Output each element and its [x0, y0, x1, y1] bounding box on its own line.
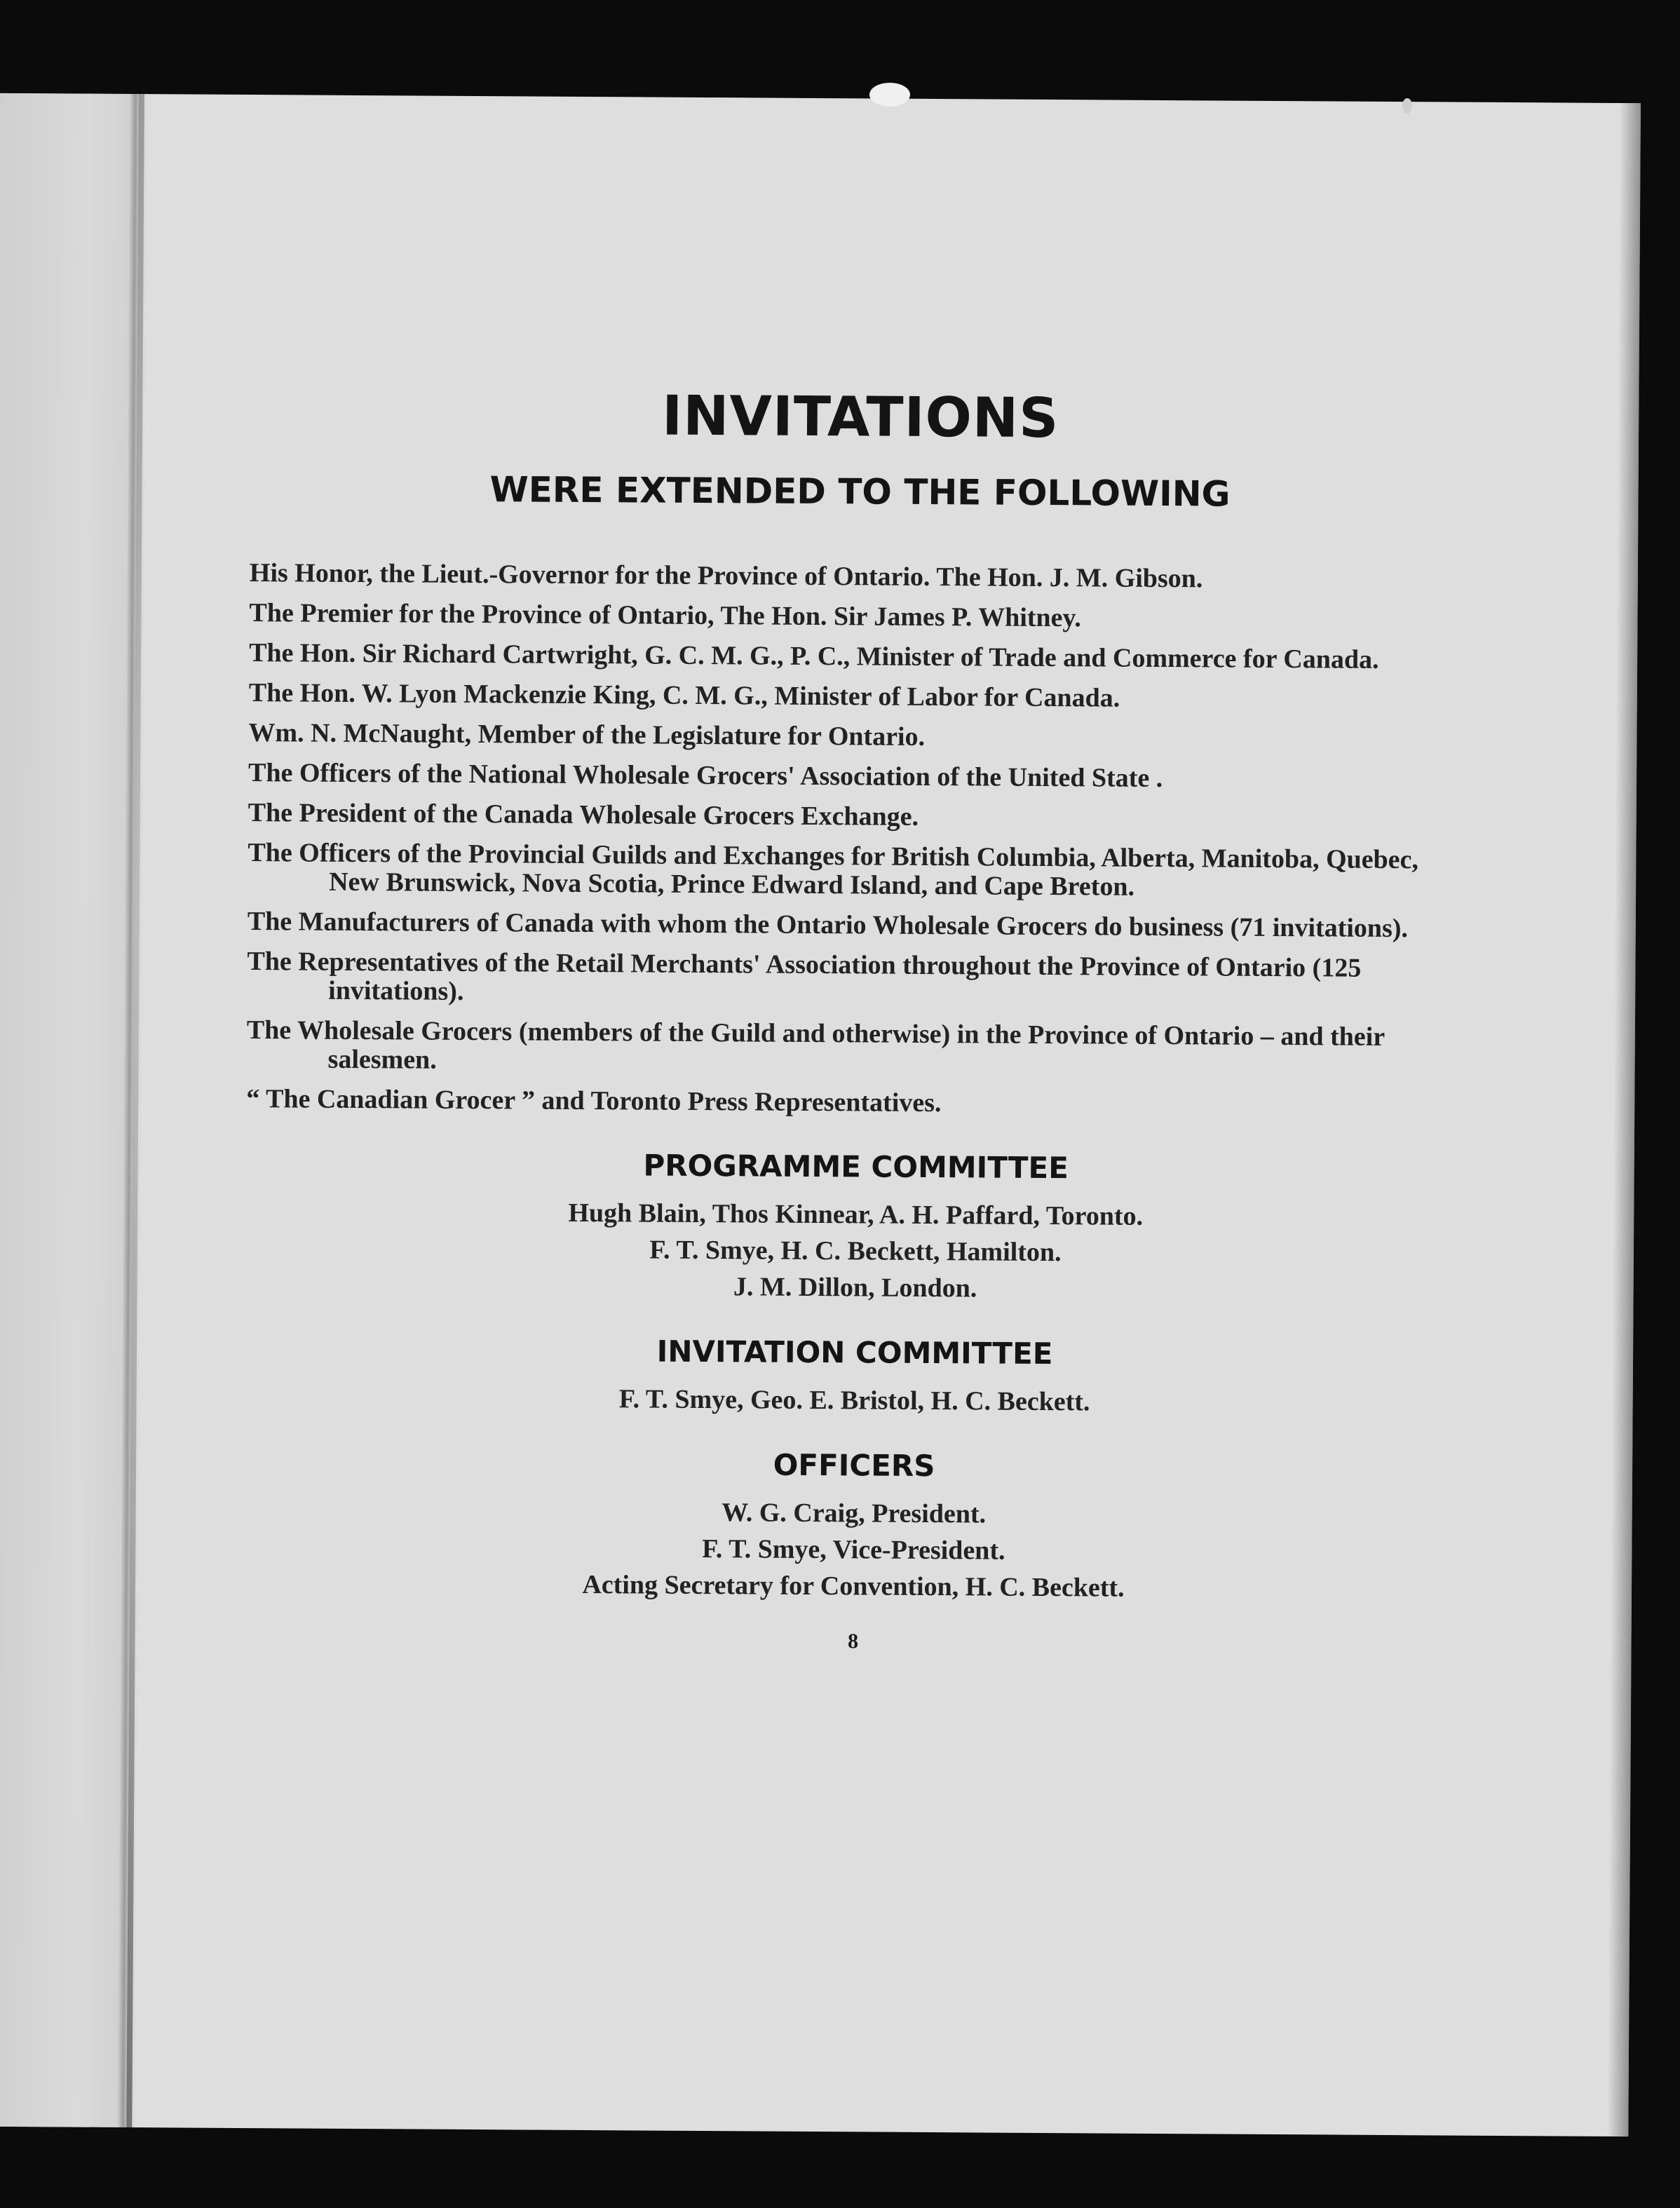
page-number: 8 — [847, 1630, 859, 1653]
invitation-entry: The President of the Canada Wholesale Grocers Exchange. — [248, 798, 919, 832]
programme-committee-heading: PROGRAMME COMMITTEE — [643, 1148, 1069, 1186]
invitation-list — [246, 559, 1470, 1121]
invitation-entry: The Hon. W. Lyon Mackenzie King, C. M. G., Minister of Labor for Canada. — [248, 678, 1120, 713]
invitation-entry: The Wholesale Grocers (members of the Guild and otherwise) in the Province of Ontario – and their salesmen. — [246, 1015, 1385, 1076]
officer-line: W. G. Craig, President. — [722, 1498, 987, 1529]
officers-heading: OFFICERS — [773, 1448, 935, 1484]
programme-committee-line: F. T. Smye, H. C. Beckett, Hamilton. — [649, 1235, 1062, 1268]
page-gutter — [0, 93, 147, 2127]
page-subtitle: WERE EXTENDED TO THE FOLLOWING — [489, 469, 1231, 515]
film-speck — [1402, 98, 1412, 114]
invitation-entry: Wm. N. McNaught, Member of the Legislature for Ontario. — [248, 718, 926, 752]
invitation-committee-line: F. T. Smye, Geo. E. Bristol, H. C. Beckett. — [618, 1384, 1090, 1417]
invitation-entry: The Premier for the Province of Ontario, The Hon. Sir James P. Whitney. — [249, 598, 1082, 633]
document-page — [0, 93, 1641, 2136]
officer-line: Acting Secretary for Convention, H. C. Beckett. — [582, 1570, 1125, 1604]
invitation-entry: The Hon. Sir Richard Cartwright, G. C. M. G., P. C., Minister of Trade and Commerce for Canada. — [249, 638, 1379, 675]
page-title: INVITATIONS — [661, 384, 1059, 451]
invitation-entry: The Representatives of the Retail Merchants' Association throughout the Province of Ontario (125 invitations). — [247, 947, 1362, 1007]
invitation-entry: The Officers of the Provincial Guilds and Exchanges for British Columbia, Alberta, Manitoba, Quebec, New Brunswick, Nova Scotia, Prince Edward Island, and Cape Breton. — [248, 838, 1419, 902]
officer-line: F. T. Smye, Vice-President. — [702, 1534, 1005, 1566]
page-edge-shadow — [1607, 103, 1641, 2136]
programme-committee-line: Hugh Blain, Thos Kinnear, A. H. Paffard, Toronto. — [568, 1198, 1144, 1232]
invitation-committee-heading: INVITATION COMMITTEE — [656, 1334, 1053, 1371]
invitation-entry: The Officers of the National Wholesale Grocers' Association of the United State . — [248, 758, 1163, 794]
film-speck — [869, 83, 910, 107]
invitation-entry: “ The Canadian Grocer ” and Toronto Press Representatives. — [246, 1084, 942, 1118]
invitation-entry: The Manufacturers of Canada with whom the Ontario Wholesale Grocers do business (71 invitations). — [247, 907, 1409, 944]
page-content — [243, 382, 1470, 1658]
invitation-entry: His Honor, the Lieut.-Governor for the Province of Ontario. The Hon. J. M. Gibson. — [249, 558, 1203, 594]
programme-committee-line: J. M. Dillon, London. — [733, 1272, 977, 1303]
